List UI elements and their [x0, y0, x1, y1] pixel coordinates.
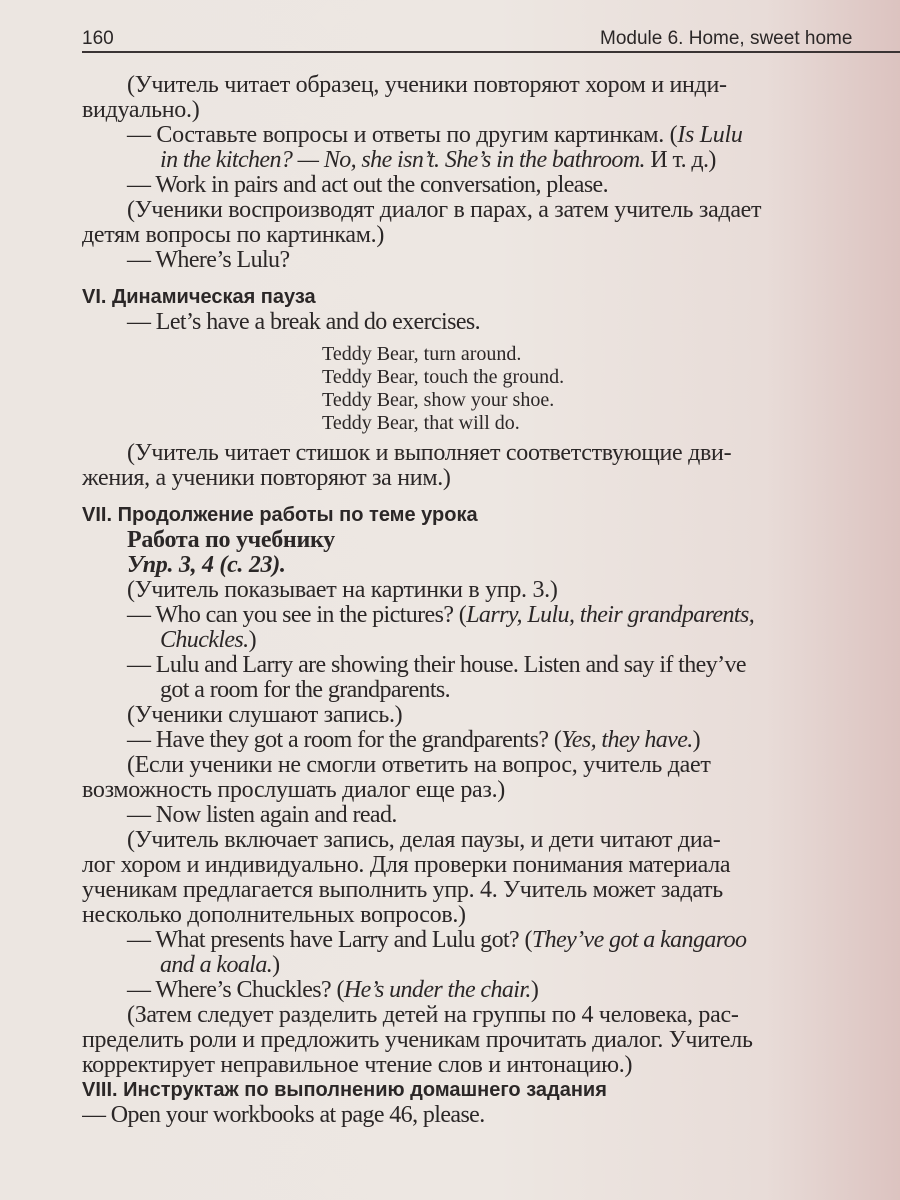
text-segment: — Let’s have a break and do exercises. [127, 310, 481, 335]
text-segment: (Затем следует разделить детей на группы по 4 человека, рас- [127, 1003, 739, 1028]
text-line [82, 578, 900, 603]
text-segment: (Ученики воспроизводят диалог в парах, а затем учитель задает [127, 198, 762, 223]
text-segment: Teddy Bear, touch the ground. [322, 366, 565, 388]
text-segment: — Open your workbooks at page 46, please. [82, 1103, 485, 1128]
italic-text: Is Lulu [677, 123, 743, 148]
text-line [82, 148, 900, 173]
italic-text: They’ve got a kangaroo [531, 928, 747, 953]
text-line [82, 73, 900, 98]
text-line [82, 553, 900, 578]
poem-line [82, 412, 900, 435]
section-heading [82, 1078, 900, 1103]
text-line [82, 628, 900, 653]
section-heading [82, 285, 900, 310]
text-line [82, 803, 900, 828]
header-rule [82, 51, 900, 53]
text-line [82, 198, 900, 223]
text-segment: детям вопросы по картинкам.) [82, 223, 385, 248]
text-segment: (Учитель включает запись, делая паузы, и дети читают диа- [127, 828, 721, 853]
text-segment: ) [272, 953, 280, 978]
text-segment: возможность прослушать диалог еще раз.) [82, 778, 505, 803]
text-segment: VIII. Инструктаж по выполнению домашнего задания [82, 1079, 607, 1101]
text-line [82, 223, 900, 248]
text-segment: пределить роли и предложить ученикам прочитать диалог. Учитель [82, 1028, 753, 1053]
text-line [82, 441, 900, 466]
text-segment: корректирует неправильное чтение слов и интонацию.) [82, 1053, 633, 1078]
text-line [82, 753, 900, 778]
italic-text: and a koala. [160, 953, 273, 978]
text-line [82, 978, 900, 1003]
text-segment: (Ученики слушают запись.) [127, 703, 403, 728]
text-line [82, 953, 900, 978]
text-line [82, 603, 900, 628]
text-line [82, 703, 900, 728]
poem-line [82, 366, 900, 389]
text-segment: лог хором и индивидуально. Для проверки понимания материала [82, 853, 731, 878]
text-segment: (Учитель читает образец, ученики повторяют хором и инди- [127, 73, 727, 98]
text-segment: Работа по учебнику [127, 528, 335, 553]
text-segment: got a room for the grandparents. [160, 678, 451, 703]
poem-line [82, 343, 900, 366]
text-line [82, 1053, 900, 1078]
text-line [82, 1028, 900, 1053]
page-number: 160 [82, 28, 114, 49]
text-segment: VII. Продолжение работы по теме урока [82, 504, 478, 526]
text-line [82, 853, 900, 878]
text-line [82, 123, 900, 148]
italic-text: He’s under the chair. [343, 978, 531, 1003]
text-line [82, 528, 900, 553]
text-segment: — Where’s Chuckles? ( [127, 978, 344, 1003]
text-segment: — Составьте вопросы и ответы по другим картинкам. ( [127, 123, 678, 148]
italic-text: Chuckles. [160, 628, 249, 653]
text-segment: (Если ученики не смогли ответить на вопрос, учитель дает [127, 753, 711, 778]
text-line [82, 466, 900, 491]
text-segment: видуально.) [82, 98, 200, 123]
text-segment: И т. д.) [644, 148, 716, 173]
text-segment: ) [692, 728, 701, 753]
text-segment: (Учитель показывает на картинки в упр. 3.) [127, 578, 558, 603]
text-segment: ) [248, 628, 256, 653]
italic-text: in the kitchen? — No, she isn’t. She’s in the bathroom. [160, 148, 645, 173]
text-line [82, 98, 900, 123]
text-segment: Teddy Bear, turn around. [322, 343, 522, 365]
text-segment: (Учитель читает стишок и выполняет соответствующие дви- [127, 441, 732, 466]
text-line [82, 828, 900, 853]
text-line [82, 728, 900, 753]
text-segment: ученикам предлагается выполнить упр. 4. Учитель может задать [82, 878, 723, 903]
text-line [82, 173, 900, 198]
text-segment: — Where’s Lulu? [127, 248, 290, 273]
italic-text: Larry, Lulu, their grandparents, [466, 603, 755, 628]
text-line [82, 310, 900, 335]
text-line [82, 1003, 900, 1028]
page-body [82, 73, 900, 1128]
text-line [82, 678, 900, 703]
text-line [82, 903, 900, 928]
text-segment: жения, а ученики повторяют за ним.) [82, 466, 451, 491]
poem-line [82, 389, 900, 412]
text-segment: — Have they got a room for the grandparents? ( [127, 728, 562, 753]
text-segment: — Work in pairs and act out the conversation, please. [127, 173, 609, 198]
text-segment: — Lulu and Larry are showing their house. Listen and say if they’ve [127, 653, 746, 678]
text-segment: Teddy Bear, that will do. [322, 412, 520, 434]
text-segment: Упр. 3, 4 (с. 23). [127, 553, 286, 578]
text-segment: VI. Динамическая пауза [82, 286, 316, 308]
text-line [82, 248, 900, 273]
text-line [82, 653, 900, 678]
text-line [82, 878, 900, 903]
text-segment: — Now listen again and read. [127, 803, 397, 828]
text-segment: несколько дополнительных вопросов.) [82, 903, 466, 928]
text-segment: Teddy Bear, show your shoe. [322, 389, 555, 411]
text-line [82, 928, 900, 953]
text-line [82, 778, 900, 803]
text-segment: — Who can you see in the pictures? ( [127, 603, 467, 628]
text-segment: — What presents have Larry and Lulu got? ( [127, 928, 532, 953]
italic-text: Yes, they have. [561, 728, 693, 753]
text-segment: ) [530, 978, 539, 1003]
section-heading [82, 503, 900, 528]
running-title: Module 6. Home, sweet home [600, 28, 853, 49]
text-line [82, 1103, 900, 1128]
